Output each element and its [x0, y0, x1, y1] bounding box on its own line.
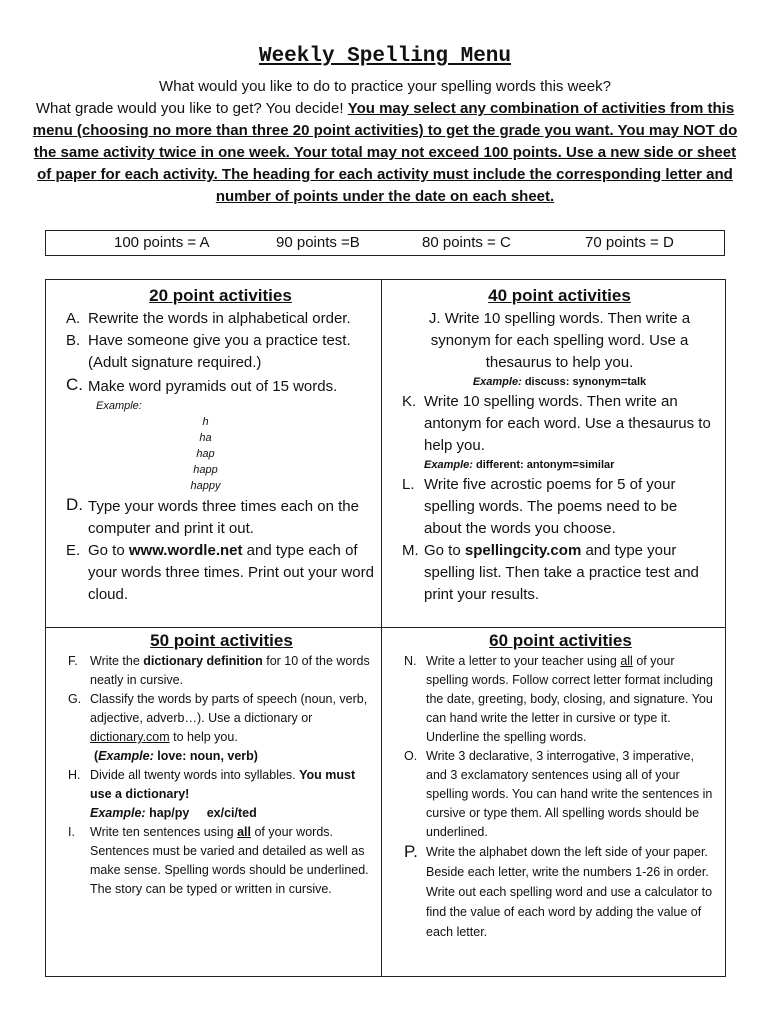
activity-letter: G.: [68, 692, 82, 706]
activity-letter: P.: [404, 842, 418, 861]
example-text: hap/py ex/ci/ted: [149, 806, 257, 820]
activity-text-pre: Write a letter to your teacher using: [426, 654, 617, 668]
activity-text-post: for 10 of the words neatly in cursive.: [90, 654, 370, 687]
pyramid-row: ha: [199, 432, 212, 444]
activity-o: [404, 747, 717, 842]
intro-rules-bold: You may select any combination of activities from this menu (choosing no more than three 20 point activities) to get the grade you want. You may NOT do the same activity twice in one week. Your total may not exceed 100 points. Use a new side or sheet of paper for each activity. The heading for each activity must include the corresponding letter and number of points under the date on each sheet.: [32, 100, 738, 205]
activity-text-bold: all: [237, 825, 251, 839]
pyramid-row: happ: [193, 464, 218, 476]
activity-letter: N.: [404, 654, 417, 668]
activity-e: [66, 540, 375, 606]
grade-scale: [45, 230, 725, 256]
example-label: Example:: [424, 459, 473, 471]
activity-text: Make word pyramids out of 15 words.: [88, 378, 338, 395]
pyramid-row: h: [202, 416, 209, 428]
example-text: discuss: synonym=talk: [524, 376, 647, 388]
activity-j: [402, 308, 717, 374]
activity-text-post: and type your spelling list. Then take a practice test and print your results.: [424, 542, 699, 603]
page-title: Weekly Spelling Menu: [258, 45, 512, 68]
activity-text-pre: Write the: [90, 654, 140, 668]
activity-letter: L.: [402, 476, 415, 493]
activity-text-bold: dictionary definition: [143, 654, 263, 668]
activity-letter: A.: [66, 310, 81, 327]
activity-g: [68, 690, 375, 766]
activity-text-bold: You must use a dictionary!: [90, 768, 356, 801]
example-label: Example:: [472, 376, 522, 388]
pyramid-row: happy: [190, 480, 221, 492]
activity-text: Write 10 spelling words. Then write an antonym for each word. Use a thesaurus to help you.: [424, 393, 711, 454]
fifty-point-section: [46, 628, 381, 976]
activity-b: [66, 330, 375, 374]
activity-letter: F.: [68, 654, 78, 668]
pyramid-example-label: Example:: [96, 400, 142, 412]
spellingcity-link: spellingcity.com: [464, 542, 582, 559]
example-text: love: noun, verb): [157, 749, 258, 763]
grade-a: 100 points = A: [114, 234, 210, 251]
pyramid-row: hap: [196, 448, 215, 460]
activity-text-post: to help you.: [173, 730, 238, 744]
activity-k-example: [424, 457, 717, 474]
activity-h-example: [90, 804, 375, 823]
activity-text: Type your words three times each on the computer and print it out.: [88, 498, 359, 537]
activity-text-pre: Go to: [424, 542, 461, 559]
fifty-point-heading: 50 point activities: [150, 631, 293, 650]
activity-letter: E.: [66, 542, 81, 559]
activity-text-post: of your spelling words. Follow correct letter format including the date, greeting, body, closing, and signature. You can hand write the letter in cursive or type it. Underline the spelling words.: [426, 654, 713, 744]
activity-letter: H.: [68, 768, 81, 782]
activity-l: [402, 474, 717, 540]
activity-grid: [45, 279, 726, 977]
activity-text: Have someone give you a practice test. (Adult signature required.): [88, 332, 351, 371]
activity-text: Write 10 spelling words. Then write a synonym for each spelling word. Use a thesaurus to help you.: [430, 310, 691, 371]
activity-letter: D.: [66, 495, 83, 514]
activity-f: [68, 652, 375, 690]
activity-letter: I.: [68, 825, 75, 839]
activity-text-pre: Divide all twenty words into syllables.: [90, 768, 296, 782]
intro-text: [30, 76, 740, 208]
twenty-point-heading: 20 point activities: [149, 286, 292, 305]
activity-letter: M.: [402, 542, 419, 559]
activity-text-post: of your words. Sentences must be varied and detailed as well as make sense. Spelling words should be underlined. The story can be typed or written in cursive.: [90, 825, 369, 896]
activity-n: [404, 652, 717, 747]
activity-letter: K.: [402, 393, 417, 410]
example-label: Example:: [90, 806, 146, 820]
activity-text-pre: Go to: [88, 542, 125, 559]
activity-c: [66, 374, 375, 398]
sixty-point-heading: 60 point activities: [489, 631, 632, 650]
activity-letter: B.: [66, 332, 81, 349]
dictionary-link: dictionary.com: [90, 730, 170, 744]
activity-h: [68, 766, 375, 823]
activity-g-example: [90, 747, 375, 766]
intro-lead: What grade would you like to get? You decide!: [35, 100, 344, 117]
grade-b: 90 points =B: [276, 234, 360, 251]
sixty-point-section: [382, 628, 725, 976]
wordle-link: www.wordle.net: [128, 542, 243, 559]
forty-point-section: [382, 280, 725, 627]
activity-text: Write five acrostic poems for 5 of your spelling words. The poems need to be about the words you choose.: [424, 476, 678, 537]
activity-a: [66, 308, 375, 330]
grade-d: 70 points = D: [585, 234, 674, 251]
twenty-point-section: [46, 280, 381, 627]
grade-c: 80 points = C: [422, 234, 511, 251]
activity-d: [66, 494, 375, 540]
activity-text-pre: Write ten sentences using: [90, 825, 234, 839]
activity-k: [402, 391, 717, 474]
activity-letter: O.: [404, 749, 418, 763]
activity-text: Write the alphabet down the left side of your paper. Beside each letter, write the numbers 1-26 in order. Write out each spelling word and use a calculator to find the value of each word by adding the value of each letter.: [426, 845, 713, 939]
example-text: different: antonym=similar: [475, 459, 615, 471]
example-open: (: [94, 749, 99, 763]
activity-letter: C.: [66, 375, 83, 394]
example-label: Example:: [98, 749, 154, 763]
intro-line-1: What would you like to do to practice your spelling words this week?: [159, 78, 611, 95]
word-pyramid: [66, 414, 345, 494]
activity-text-pre: Classify the words by parts of speech (noun, verb, adjective, adverb…). Use a dictionary or: [90, 692, 368, 725]
activity-text-post: and type each of your words three times. Print out your word cloud.: [88, 542, 374, 603]
activity-text-underlined: all: [620, 654, 633, 668]
activity-p: [404, 842, 717, 942]
activity-i: [68, 823, 375, 899]
activity-letter: J.: [428, 310, 441, 327]
forty-point-heading: 40 point activities: [488, 286, 631, 305]
activity-m: [402, 540, 717, 606]
activity-text: Rewrite the words in alphabetical order.: [88, 310, 351, 327]
intro-rules: [30, 98, 740, 208]
activity-j-example: [402, 374, 717, 391]
activity-text: Write 3 declarative, 3 interrogative, 3 imperative, and 3 exclamatory sentences using all of your spelling words. You can hand write the sentences in cursive or type them. All spelling words should be underlined.: [426, 749, 713, 839]
